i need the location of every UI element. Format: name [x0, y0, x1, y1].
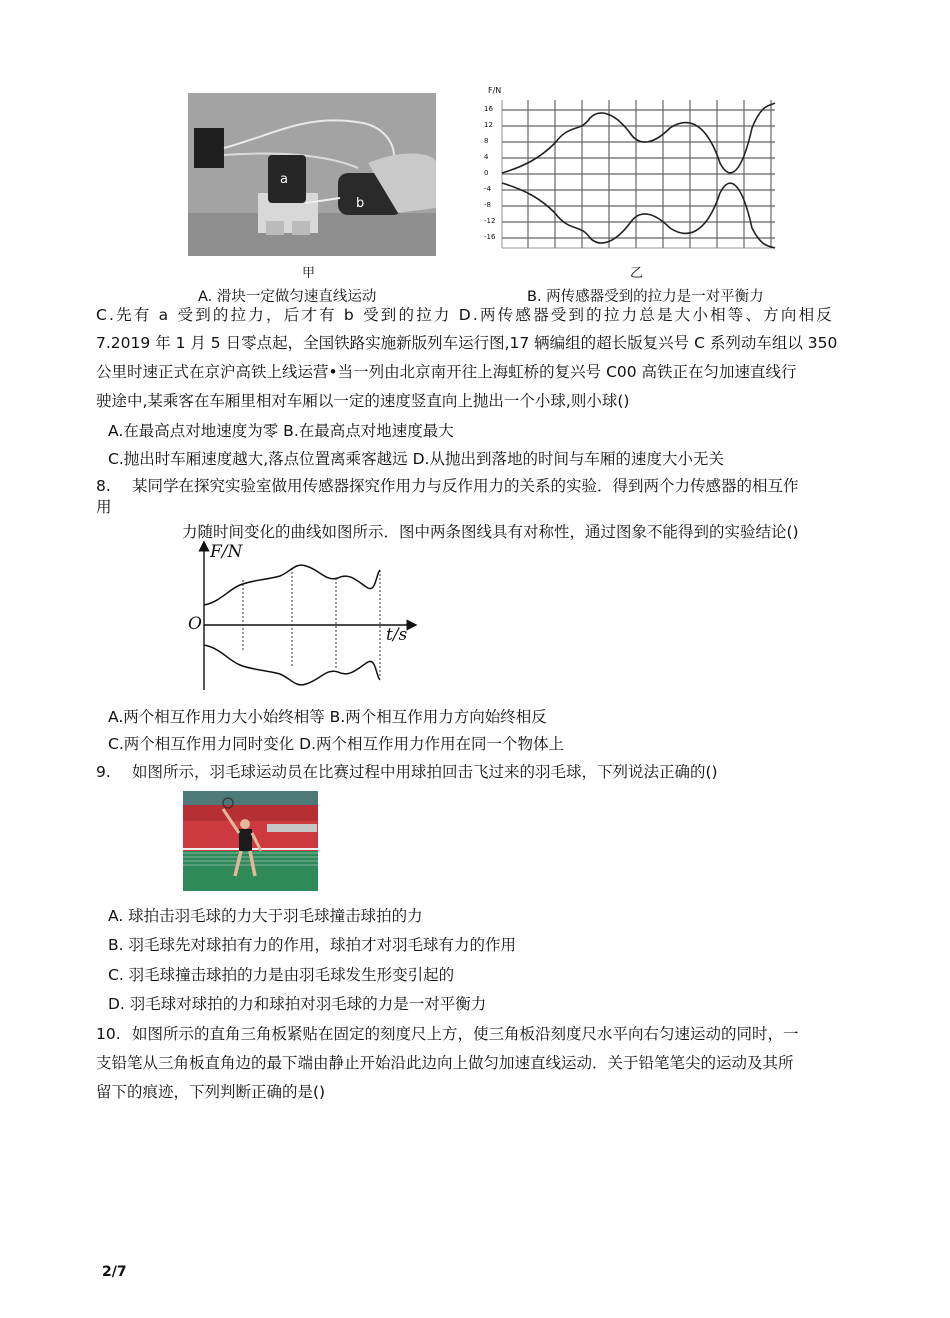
- q9-option-c: C. 羽毛球撞击球拍的力是由羽毛球发生形变引起的: [108, 966, 455, 984]
- q8-line-1-wrap: 用: [96, 498, 112, 516]
- graph-tick-label: 0: [484, 169, 489, 177]
- badminton-photo-drawing: [183, 791, 318, 891]
- q8-graph-origin: O: [188, 614, 202, 634]
- q7-line-2: 公里时速正式在京沪高铁上线运营•当一列由北京南开往上海虹桥的复兴号 C00 高铁正在匀加速直线行: [96, 363, 797, 381]
- q8-number: 8.: [96, 477, 111, 495]
- force-graph-svg: [480, 88, 780, 260]
- q7-line-3: 驶途中,某乘客在车厢里相对车厢以一定的速度竖直向上抛出一个小球,则小球(): [96, 392, 630, 410]
- force-time-graph-q8: [180, 540, 420, 692]
- q7-option-ab: A.在最高点对地速度为零 B.在最高点对地速度最大: [108, 422, 454, 440]
- graph-tick-label: -16: [484, 233, 496, 241]
- q7-line-1: 7.2019 年 1 月 5 日零点起，全国铁路实施新版列车运行图,17 辆编组的超长版复兴号 C 系列动车组以 350: [96, 334, 838, 352]
- q9-option-a: A. 球拍击羽毛球的力大于羽毛球撞击球拍的力: [108, 907, 423, 925]
- sensor-photo: [188, 93, 436, 256]
- q8-graph-ylabel: F/N: [210, 542, 243, 562]
- q9-option-b: B. 羽毛球先对球拍有力的作用，球拍才对羽毛球有力的作用: [108, 936, 516, 954]
- q8-line-2: 力随时间变化的曲线如图所示．图中两条图线具有对称性，通过图象不能得到的实验结论(): [182, 523, 799, 541]
- q8-line-1: 某同学在探究实验室做用传感器探究作用力与反作用力的关系的实验．得到两个力传感器的相互作: [132, 477, 799, 495]
- q10-line-2: 支铅笔从三角板直角边的最下端由静止开始沿此边向上做匀加速直线运动．关于铅笔笔尖的运动及其所: [96, 1054, 794, 1072]
- graph-tick-label: 16: [484, 105, 493, 113]
- graph-tick-label: -4: [484, 185, 491, 193]
- q9-option-d: D. 羽毛球对球拍的力和球拍对羽毛球的力是一对平衡力: [108, 995, 487, 1013]
- q8-option-cd: C.两个相互作用力同时变化 D.两个相互作用力作用在同一个物体上: [108, 735, 565, 753]
- q10-line-1: 如图所示的直角三角板紧贴在固定的刻度尺上方，使三角板沿刻度尺水平向右匀速运动的同时，一: [132, 1025, 799, 1043]
- q9-number: 9.: [96, 763, 111, 781]
- graph-tick-label: -8: [484, 201, 491, 209]
- badminton-photo: [183, 791, 318, 891]
- graph-axis-label: F/N: [488, 86, 502, 95]
- q8-graph-svg: [180, 540, 420, 692]
- q10-number: 10.: [96, 1025, 121, 1043]
- q8-option-ab: A.两个相互作用力大小始终相等 B.两个相互作用力方向始终相反: [108, 708, 547, 726]
- q8-graph-xlabel: t/s: [386, 625, 408, 645]
- photo-label-a: a: [280, 172, 288, 187]
- q7-option-cd: C.抛出时车厢速度越大,落点位置离乘客越远 D.从抛出到落地的时间与车厢的速度大小无关: [108, 450, 724, 468]
- q6-option-b: B. 两传感器受到的拉力是一对平衡力: [527, 289, 764, 305]
- graph-tick-label: 4: [484, 153, 489, 161]
- q10-line-3: 留下的痕迹，下列判断正确的是(): [96, 1083, 326, 1101]
- sensor-photo-drawing: [188, 93, 436, 256]
- graph-tick-label: -12: [484, 217, 496, 225]
- graph-tick-label: 8: [484, 137, 489, 145]
- page-number: 2/7: [102, 1264, 127, 1280]
- figure-label-yi: 乙: [630, 266, 644, 281]
- q6-option-cd: C.先有 a 受到的拉力，后才有 b 受到的拉力 D.两传感器受到的拉力总是大小相等、方向相反: [96, 306, 834, 324]
- figure-label-jia: 甲: [302, 266, 316, 281]
- photo-label-b: b: [356, 196, 365, 211]
- force-time-graph-top: [480, 88, 780, 260]
- graph-tick-label: 12: [484, 121, 493, 129]
- q6-option-a: A. 滑块一定做匀速直线运动: [198, 289, 377, 305]
- q9-stem: 如图所示，羽毛球运动员在比赛过程中用球拍回击飞过来的羽毛球，下列说法正确的(): [132, 763, 718, 781]
